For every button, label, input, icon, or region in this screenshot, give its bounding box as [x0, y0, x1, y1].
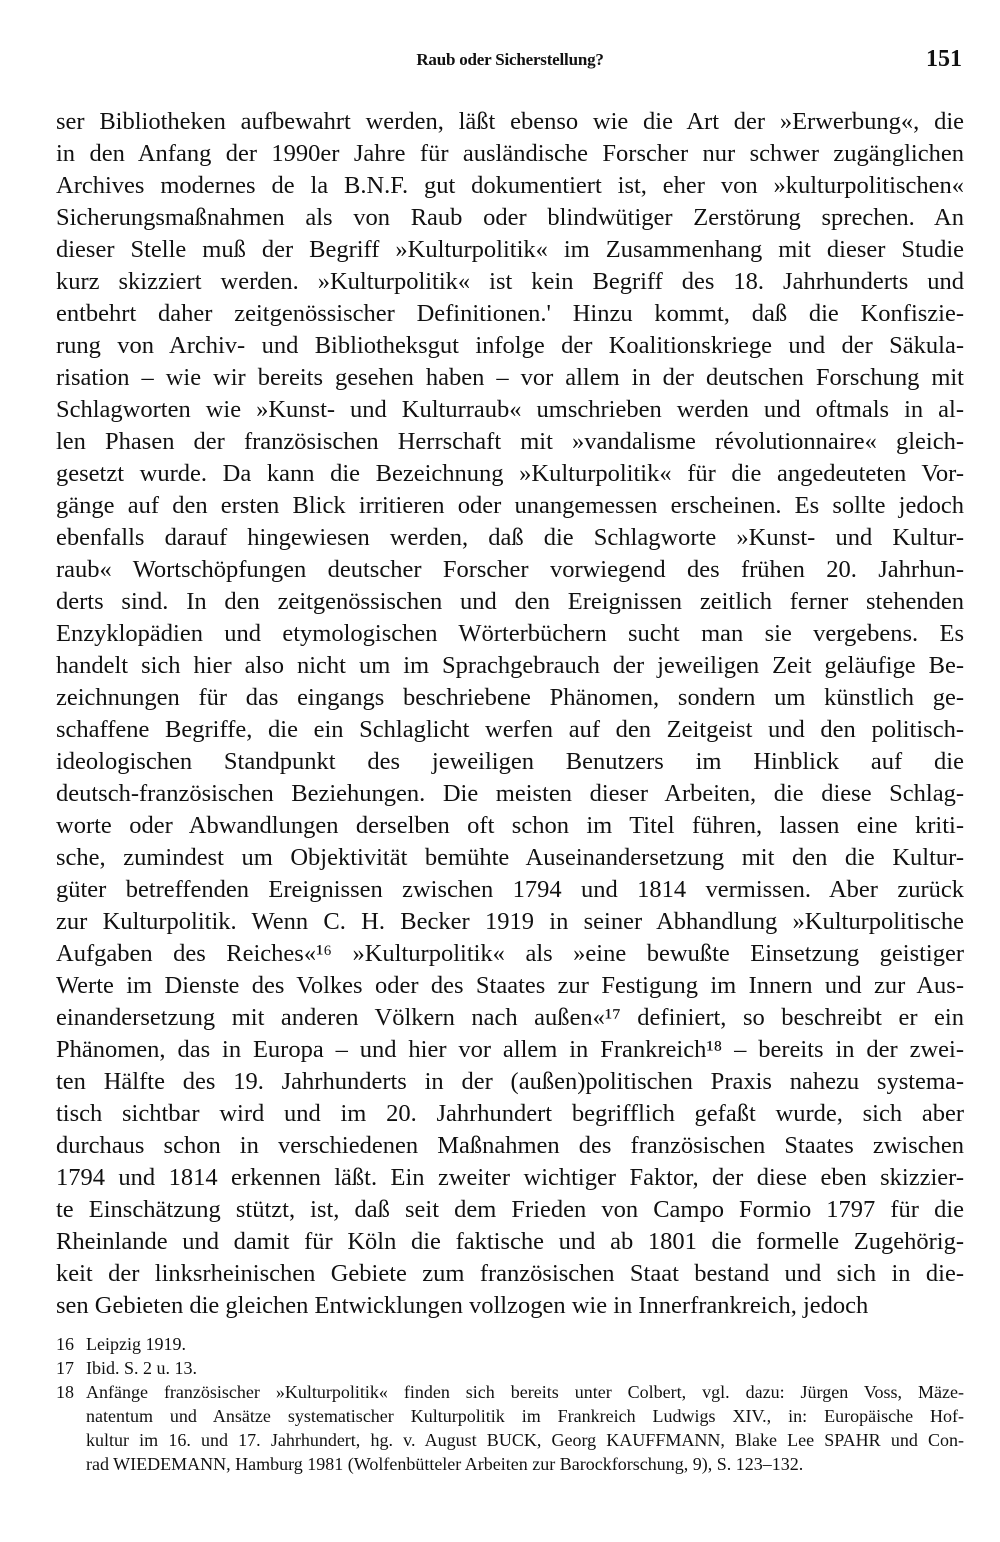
page-number: 151	[926, 46, 962, 72]
body-text-line: derts sind. In den zeitgenössischen und den Ereignissen zeitlich ferner stehenden	[56, 588, 964, 615]
body-text-line: raub« Wortschöpfungen deutscher Forscher vorwiegend des frühen 20. Jahrhun-	[56, 556, 964, 583]
page-header	[56, 46, 964, 78]
footnote-text-line: Anfänge französischer »Kulturpolitik« finden sich bereits unter Colbert, vgl. dazu: Jürgen Voss, Mäze-	[86, 1382, 964, 1402]
body-text-line: in den Anfang der 1990er Jahre für ausländische Forscher nur schwer zugänglichen	[56, 140, 964, 167]
body-text-line: Sicherungsmaßnahmen als von Raub oder blindwütiger Zerstörung sprechen. An	[56, 204, 964, 231]
body-text-line: Archives modernes de la B.N.F. gut dokumentiert ist, eher von »kulturpolitischen«	[56, 172, 964, 199]
body-text-line: gänge auf den ersten Blick irritieren oder unangemessen erscheinen. Es sollte jedoch	[56, 492, 964, 519]
body-text-line: ten Hälfte des 19. Jahrhunderts in der (außen)politischen Praxis nahezu systema-	[56, 1068, 964, 1095]
footnote-number: 18	[56, 1382, 74, 1402]
body-text-line: len Phasen der französischen Herrschaft mit »vandalisme révolutionnaire« gleich-	[56, 428, 964, 455]
body-text-line: Rheinlande und damit für Köln die faktische und ab 1801 die formelle Zugehörig-	[56, 1228, 964, 1255]
footnote	[56, 1356, 964, 1380]
footnote-number: 16	[56, 1334, 74, 1354]
body-text-line: te Einschätzung stützt, ist, daß seit dem Frieden von Campo Formio 1797 für die	[56, 1196, 964, 1223]
body-text-line: kurz skizziert werden. »Kulturpolitik« ist kein Begriff des 18. Jahrhunderts und	[56, 268, 964, 295]
body-text-line: güter betreffenden Ereignissen zwischen 1794 und 1814 vermissen. Aber zurück	[56, 876, 964, 903]
body-text-line: tisch sichtbar wird und im 20. Jahrhundert begrifflich gefaßt wurde, sich aber	[56, 1100, 964, 1127]
body-text-line: Schlagworten wie »Kunst- und Kulturraub« umschrieben werden und oftmals in al-	[56, 396, 964, 423]
body-text-line: schaffene Begriffe, die ein Schlaglicht werfen auf den Zeitgeist und den politisch-	[56, 716, 964, 743]
footnote-text-line: Ibid. S. 2 u. 13.	[86, 1358, 198, 1378]
body-text-line: risation – wie wir bereits gesehen haben – vor allem in der deutschen Forschung mit	[56, 364, 964, 391]
body-text-line: durchaus schon in verschiedenen Maßnahmen des französischen Staates zwischen	[56, 1132, 964, 1159]
body-text-line: ser Bibliotheken aufbewahrt werden, läßt ebenso wie die Art der »Erwerbung«, die	[56, 108, 964, 135]
body-text-line: 1794 und 1814 erkennen läßt. Ein zweiter wichtiger Faktor, der diese eben skizzier-	[56, 1164, 964, 1191]
footnotes	[56, 1332, 964, 1476]
body-text-line: sche, zumindest um Objektivität bemühte Auseinandersetzung mit den die Kultur-	[56, 844, 964, 871]
body-text-line: dieser Stelle muß der Begriff »Kulturpolitik« im Zusammenhang mit dieser Studie	[56, 236, 964, 263]
footnote	[56, 1380, 964, 1476]
body-text-line: zur Kulturpolitik. Wenn C. H. Becker 1919 in seiner Abhandlung »Kulturpolitische	[56, 908, 964, 935]
body-text-line: Enzyklopädien und etymologischen Wörterbüchern sucht man sie vergebens. Es	[56, 620, 964, 647]
body-text-line: Werte im Dienste des Volkes oder des Staates zur Festigung im Innern und zur Aus-	[56, 972, 964, 999]
footnote-text-line: Leipzig 1919.	[86, 1334, 186, 1354]
body-text-line: handelt sich hier also nicht um im Sprachgebrauch der jeweiligen Zeit geläufige Be-	[56, 652, 964, 679]
footnote	[56, 1332, 964, 1356]
body-text-line: rung von Archiv- und Bibliotheksgut infolge der Koalitionskriege und der Säkula-	[56, 332, 964, 359]
running-title: Raub oder Sicherstellung?	[416, 50, 604, 69]
body-text	[56, 106, 964, 1322]
body-text-line: entbehrt daher zeitgenössischer Definitionen.' Hinzu kommt, daß die Konfiszie-	[56, 300, 964, 327]
footnote-text-line: rad WIEDEMANN, Hamburg 1981 (Wolfenbütteler Arbeiten zur Barockforschung, 9), S. 123–132.	[86, 1454, 804, 1474]
body-text-line: worte oder Abwandlungen derselben oft schon im Titel führen, lassen eine kriti-	[56, 812, 964, 839]
body-text-line: ebenfalls darauf hingewiesen werden, daß die Schlagworte »Kunst- und Kultur-	[56, 524, 964, 551]
footnote-number: 17	[56, 1358, 74, 1378]
body-text-line: Aufgaben des Reiches«¹⁶ »Kulturpolitik« als »eine bewußte Einsetzung geistiger	[56, 940, 964, 967]
body-text-line: einandersetzung mit anderen Völkern nach außen«¹⁷ definiert, so beschreibt er ein	[56, 1004, 964, 1031]
body-text-line: gesetzt wurde. Da kann die Bezeichnung »Kulturpolitik« für die angedeuteten Vor-	[56, 460, 964, 487]
body-text-line: deutsch-französischen Beziehungen. Die meisten dieser Arbeiten, die diese Schlag-	[56, 780, 964, 807]
footnote-text-line: kultur im 16. und 17. Jahrhundert, hg. v. August BUCK, Georg KAUFFMANN, Blake Lee SPAHR und Con-	[86, 1430, 964, 1450]
body-text-line: zeichnungen für das eingangs beschriebene Phänomen, sondern um künstlich ge-	[56, 684, 964, 711]
body-text-line: keit der linksrheinischen Gebiete zum französischen Staat bestand und sich in die-	[56, 1260, 964, 1287]
body-text-line: Phänomen, das in Europa – und hier vor allem in Frankreich¹⁸ – bereits in der zwei-	[56, 1036, 964, 1063]
footnote-text-line: natentum und Ansätze systematischer Kulturpolitik im Frankreich Ludwigs XIV., in: Europäische Hof-	[86, 1406, 964, 1426]
body-text-line: sen Gebieten die gleichen Entwicklungen vollzogen wie in Innerfrankreich, jedoch	[56, 1292, 869, 1319]
body-text-line: ideologischen Standpunkt des jeweiligen Benutzers im Hinblick auf die	[56, 748, 964, 775]
